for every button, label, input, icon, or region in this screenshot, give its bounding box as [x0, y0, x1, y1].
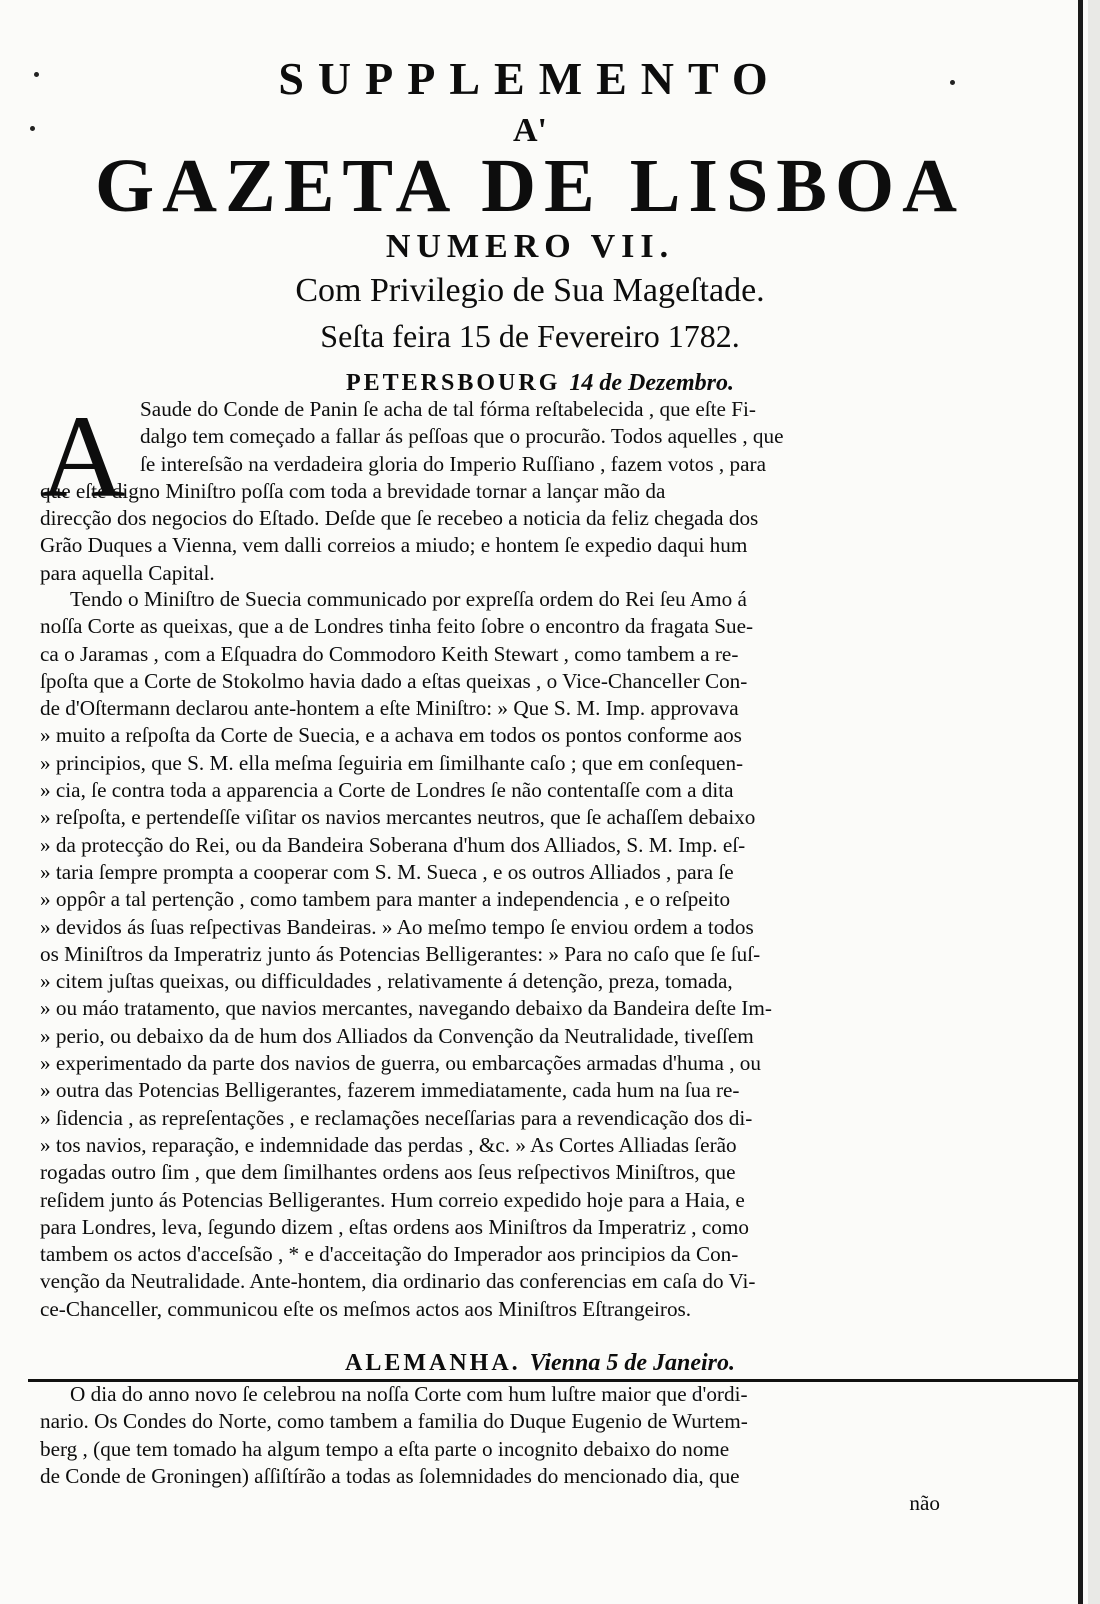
- section-heading-alemanha: [40, 1350, 1040, 1377]
- text-line: venção da Neutralidade. Ante-hontem, dia ordinario das conferencias em caſa do Vi-: [40, 1269, 756, 1294]
- ink-speck: [950, 80, 955, 85]
- text-line: Saude do Conde de Panin ſe acha de tal fórma reſtabelecida , que eſte Fi-: [140, 397, 756, 421]
- section-place: ALEMANHA.: [344, 1350, 521, 1376]
- text-line: » muito a reſpoſta da Corte de Suecia, e a achava em todos os pontos conforme aos: [40, 723, 742, 748]
- text-line: » outra das Potencias Belligerantes, fazerem immediatamente, cada hum na ſua re-: [40, 1078, 740, 1103]
- text-line: tambem os actos d'acceſsão , * e d'acceitação do Imperador aos principios da Con-: [40, 1242, 739, 1267]
- masthead-supplemento: SUPPLEMENTO: [278, 53, 782, 104]
- text-line: que eſte digno Miniſtro poſſa com toda a brevidade tornar a lançar mão da: [40, 478, 666, 503]
- masthead-title: GAZETA DE LISBOA: [95, 144, 965, 228]
- text-line: direcção dos negocios do Eſtado. Deſde que ſe recebeo a noticia da feliz chegada dos: [40, 506, 759, 531]
- text-line: » cia, ſe contra toda a apparencia a Corte de Londres ſe não contentaſſe com a dita: [40, 778, 734, 803]
- text-line: ca o Jaramas , com a Eſquadra do Commodoro Keith Stewart , como tambem a re-: [40, 641, 739, 666]
- text-line: berg , (que tem tomado ha algum tempo a eſta parte o incognito debaixo do nome: [40, 1436, 730, 1461]
- section-date: 14 de Dezembro.: [569, 370, 734, 396]
- text-line: » experimentado da parte dos navios de guerra, ou embarcações armadas d'huma , ou: [40, 1051, 761, 1076]
- catchword: não: [909, 1491, 940, 1516]
- page-edge-shadow: [1078, 0, 1083, 1604]
- paragraph-2: [40, 586, 1040, 1323]
- text-line: » ſidencia , as repreſentações , e reclamações neceſſarias para a revendicação dos di-: [40, 1105, 753, 1130]
- text-line: O dia do anno novo ſe celebrou na noſſa Corte com hum luſtre maior que d'ordi-: [70, 1382, 748, 1406]
- text-line: » perio, ou debaixo da de hum dos Alliados da Convenção da Neutralidade, tiveſſem: [40, 1023, 754, 1048]
- text-line: » oppôr a tal pertenção , como tambem para manter a independencia , e o reſpeito: [40, 887, 731, 912]
- section-date: Vienna 5 de Janeiro.: [529, 1350, 736, 1376]
- text-line: nario. Os Condes do Norte, como tambem a familia do Duque Eugenio de Wurtem-: [40, 1409, 748, 1434]
- ink-speck: [30, 126, 35, 131]
- text-line: ſe intereſsão na verdadeira gloria do Imperio Ruſſiano , fazem votos , para: [140, 451, 766, 476]
- text-line: » tos navios, reparação, e indemnidade das perdas , &c. » As Cortes Alliadas ſerão: [40, 1132, 737, 1157]
- text-line: de Conde de Groningen) aſſiſtírão a todas as ſolemnidades do mencionado dia, que: [40, 1463, 740, 1488]
- text-line: Tendo o Miniſtro de Suecia communicado por expreſſa ordem do Rei ſeu Amo á: [70, 587, 747, 611]
- section-heading-petersbourg: [40, 370, 1040, 397]
- masthead-date: Seſta feira 15 de Fevereiro 1782.: [320, 318, 740, 354]
- text-line: ſpoſta que a Corte de Stokolmo havia dado a eſtas queixas , o Vice-Chanceller Con-: [40, 668, 748, 693]
- text-line: » citem juſtas queixas, ou difficuldades , relativamente á detenção, preza, tomada,: [40, 969, 733, 994]
- drop-cap: A: [40, 391, 126, 522]
- text-line: reſidem junto ás Potencias Belligerantes. Hum correio expedido hoje para a Haia, e: [40, 1187, 745, 1212]
- masthead-privilegio: Com Privilegio de Sua Mageſtade.: [295, 272, 765, 309]
- text-line: ce-Chanceller, communicou eſte os meſmos actos aos Miniſtros Eſtrangeiros.: [40, 1296, 692, 1321]
- paragraph-1: [40, 391, 1040, 587]
- masthead-a: A': [513, 112, 547, 149]
- text-line: para Londres, leva, ſegundo dizem , eſtas ordens aos Miniſtros da Imperatriz , como: [40, 1214, 749, 1239]
- text-line: » da protecção do Rei, ou da Bandeira Soberana d'hum dos Alliados, S. M. Imp. eſ-: [40, 832, 746, 857]
- text-line: noſſa Corte as queixas, que a de Londres tinha feito ſobre o encontro da fragata Sue-: [40, 614, 754, 639]
- masthead-numero: NUMERO VII.: [385, 228, 675, 265]
- text-line: os Miniſtros da Imperatriz junto ás Potencias Belligerantes: » Para no caſo que ſe ſuſ-: [40, 941, 761, 966]
- text-line: » reſpoſta, e pertendeſſe viſitar os navios mercantes neutros, que ſe achaſſem debaixo: [40, 805, 756, 830]
- text-line: de d'Oſtermann declarou ante-hontem a eſte Miniſtro: » Que S. M. Imp. approvava: [40, 696, 739, 721]
- ink-speck: [34, 72, 39, 77]
- text-line: Grão Duques a Vienna, vem dalli correios a miudo; e hontem ſe expedio daqui hum: [40, 533, 748, 558]
- text-line: rogadas outro ſim , que dem ſimilhantes ordens aos ſeus reſpectivos Miniſtros, que: [40, 1160, 736, 1185]
- text-line: » devidos ás ſuas reſpectivas Bandeiras. » Ao meſmo tempo ſe enviou ordem a todos: [40, 914, 754, 939]
- text-line: » taria ſempre prompta a cooperar com S. M. Sueca , e os outros Alliados , para ſe: [40, 859, 734, 884]
- paragraph-3: [40, 1381, 1040, 1517]
- page-margin: [1088, 0, 1100, 1604]
- text-line: » principios, que S. M. ella meſma ſeguiria em ſimilhante caſo ; que em conſequen-: [40, 750, 744, 775]
- text-line: » ou máo tratamento, que navios mercantes, navegando debaixo da Bandeira deſte Im-: [40, 996, 772, 1021]
- text-line: dalgo tem começado a fallar ás peſſoas que o procurão. Todos aquelles , que: [140, 424, 784, 449]
- section-place: PETERSBOURG: [345, 370, 561, 396]
- text-line: para aquella Capital.: [40, 560, 215, 585]
